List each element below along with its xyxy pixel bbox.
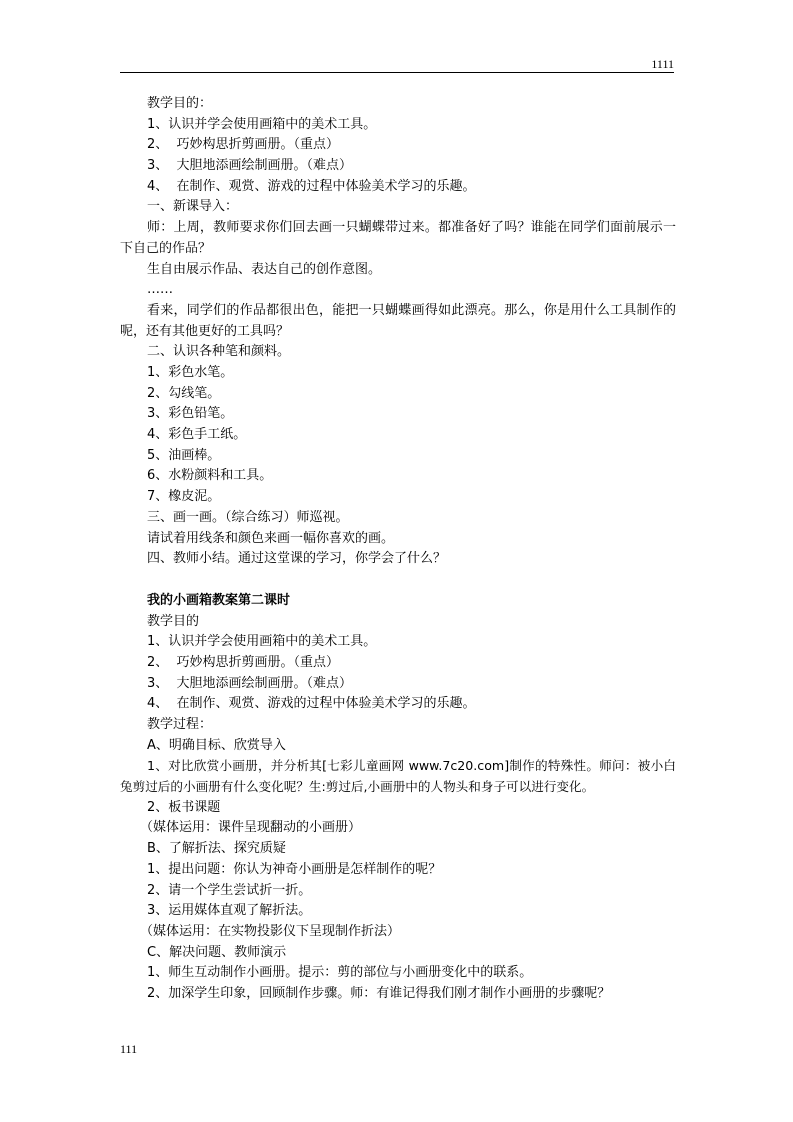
header-page-number: 1111 (651, 57, 674, 71)
lesson2-partC-step: 2、加深学生印象，回顾制作步骤。师：有谁记得我们刚才制作小画册的步骤呢？ (147, 985, 611, 1001)
lesson2-partA-title: A、明确目标、欣赏导入 (147, 737, 286, 753)
lesson2-objective-2: 2、 巧妙构思折剪画册。（重点） (147, 654, 340, 670)
lesson1-objective-4: 4、 在制作、观赏、游戏的过程中体验美术学习的乐趣。 (147, 178, 476, 194)
lesson1-section4-title: 四、教师小结。通过这堂课的学习，你学会了什么？ (147, 551, 447, 567)
section-spacer (120, 570, 676, 591)
lesson2-partB-step: 3、运用媒体直观了解折法。 (147, 903, 312, 919)
lesson1-objective-2: 2、 巧妙构思折剪画册。（重点） (147, 137, 340, 153)
lesson2-title: 我的小画箱教案第二课时 (147, 592, 291, 608)
lesson1-section1-title: 一、新课导入： (147, 199, 239, 215)
lesson1-section3-title: 三、画一画。（综合练习）师巡视。 (147, 509, 349, 525)
lesson1-student-response: 生自由展示作品、表达自己的创作意图。 (147, 261, 382, 277)
lesson1-teacher-prompt: 师：上周，教师要求你们回去画一只蝴蝶带过来。都准备好了吗？谁能在同学们面前展示一下自己的作品？ (120, 220, 676, 256)
lesson2-objectives-title: 教学目的 (147, 613, 200, 629)
lesson2-partC-step: 1、师生互动制作小画册。提示：剪的部位与小画册变化中的联系。 (147, 965, 533, 981)
lesson1-section3-task: 请试着用线条和颜色来画一幅你喜欢的画。 (147, 530, 395, 546)
header-divider (120, 72, 674, 73)
footer-page-number: 111 (120, 1042, 138, 1056)
tool-item: 1、彩色水笔。 (147, 365, 234, 380)
lesson2-objective-1: 1、认识并学会使用画箱中的美术工具。 (147, 634, 377, 650)
lesson1-objective-3: 3、 大胆地添画绘制画册。（难点） (147, 158, 353, 174)
lesson2-objective-4: 4、 在制作、观赏、游戏的过程中体验美术学习的乐趣。 (147, 696, 476, 712)
lesson1-section2-title: 二、认识各种笔和颜料。 (147, 344, 291, 360)
lesson2-partB-title: B、了解折法、探究质疑 (147, 841, 286, 857)
lesson1-objective-1: 1、认识并学会使用画箱中的美术工具。 (147, 116, 377, 132)
document-body (120, 94, 676, 1005)
lesson2-partA-step1: 1、对比欣赏小画册，并分析其[七彩儿童画网 www.7c20.com]制作的特殊性。师问：被小白兔剪过后的小画册有什么变化呢？生:剪过后,小画册中的人物头和身子可以进行变化。 (120, 758, 676, 795)
lesson2-partA-step2: 2、板书课题 (147, 799, 221, 815)
tool-item: 6、水粉颜料和工具。 (147, 468, 273, 484)
lesson1-objectives-title: 教学目的： (147, 96, 213, 111)
lesson2-partA-media: （媒体运用：课件呈现翻动的小画册） (140, 820, 362, 836)
lesson1-ellipsis: …… (147, 282, 173, 298)
lesson2-partC-title: C、解决问题、教师演示 (147, 944, 287, 960)
lesson2-partB-step: 1、提出问题：你认为神奇小画册是怎样制作的呢？ (147, 861, 442, 877)
lesson2-objective-3: 3、 大胆地添画绘制画册。（难点） (147, 675, 353, 691)
tool-item: 5、油画棒。 (147, 447, 221, 463)
tool-item: 4、彩色手工纸。 (147, 427, 247, 443)
lesson2-process-title: 教学过程： (147, 717, 213, 732)
tool-item: 7、橡皮泥。 (147, 489, 221, 505)
lesson1-transition: 看来，同学们的作品都很出色，能把一只蝴蝶画得如此漂亮。那么，你是用什么工具制作的呢，还有其他更好的工具吗？ (120, 302, 676, 339)
tool-item: 2、勾线笔。 (147, 385, 221, 401)
tool-item: 3、彩色铅笔。 (147, 406, 234, 422)
lesson2-partB-step: 2、请一个学生尝试折一折。 (147, 882, 312, 898)
lesson2-partB-media: （媒体运用：在实物投影仪下呈现制作折法） (140, 923, 401, 939)
